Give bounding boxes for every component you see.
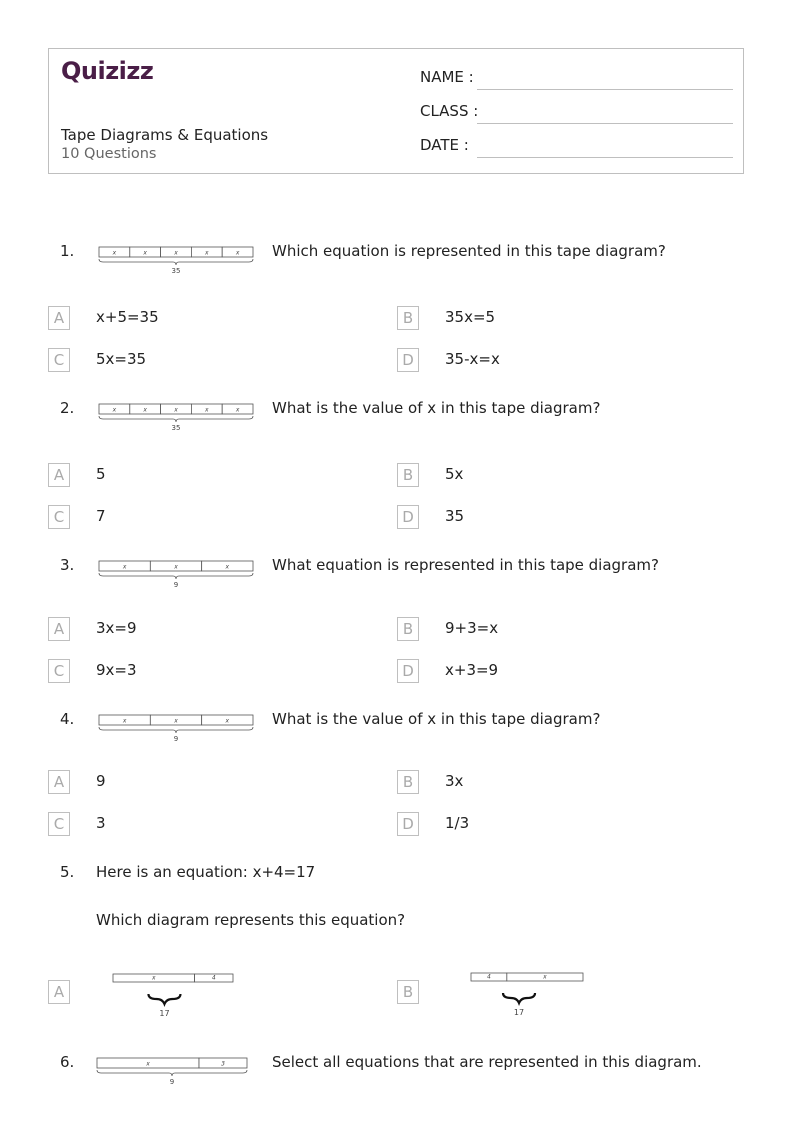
option-a-letter[interactable]: A (48, 306, 70, 330)
question-text: Here is an equation: x+4=17 (96, 863, 316, 881)
option-b-text[interactable]: 9+3=x (445, 619, 499, 637)
tape-segment-label: x (235, 249, 240, 257)
tape-segment-label: x (122, 563, 127, 571)
option-a-text[interactable]: 5 (96, 465, 106, 483)
name-label: NAME : (420, 68, 474, 86)
option-a-letter[interactable]: A (48, 980, 70, 1004)
tape-segment-label: x (174, 249, 178, 257)
option-d-text[interactable]: 35 (445, 507, 465, 525)
question-number: 3. (60, 556, 75, 574)
question-number: 2. (60, 399, 75, 417)
question-number: 1. (60, 242, 75, 260)
tape-segment-label: x (174, 563, 178, 571)
option-d-text[interactable]: 35-x=x (445, 350, 500, 368)
option-a-letter[interactable]: A (48, 463, 70, 487)
option-c-letter[interactable]: C (48, 812, 70, 836)
tape-segment-label: x (174, 717, 178, 725)
tape-brace (148, 994, 180, 1004)
tape-segment-label: 4 (487, 973, 491, 981)
tape-segment-label: x (112, 249, 117, 257)
option-c-text[interactable]: 5x=35 (96, 350, 147, 368)
option-b-text[interactable]: 5x (445, 465, 464, 483)
tape-segment-label: x (225, 717, 230, 725)
option-b-text[interactable]: 3x (445, 772, 464, 790)
option-b-letter[interactable]: B (397, 770, 419, 794)
tape-brace (503, 993, 535, 1003)
tape-bracket (99, 416, 253, 422)
option-c-letter[interactable]: C (48, 505, 70, 529)
tape-segment-label: x (122, 717, 127, 725)
quizizz-logo: Quizizz (61, 57, 154, 85)
class-label: CLASS : (420, 102, 479, 120)
tape-diagram (98, 245, 254, 283)
option-c-text[interactable]: 7 (96, 507, 106, 525)
date-label: DATE : (420, 136, 469, 154)
tape-segment-label: x (225, 563, 230, 571)
tape-segment-label: x (143, 406, 147, 414)
option-a-text[interactable]: x+5=35 (96, 308, 159, 326)
option-c-text[interactable]: 9x=3 (96, 661, 137, 679)
tape-segment-label: 3 (221, 1060, 225, 1068)
tape-bracket (99, 573, 253, 579)
option-a-text[interactable]: 3x=9 (96, 619, 137, 637)
option-b-tape-diagram[interactable] (470, 971, 584, 1025)
tape-bracket (99, 259, 253, 265)
option-d-letter[interactable]: D (397, 812, 419, 836)
tape-total-label: 9 (173, 581, 179, 589)
option-c-letter[interactable]: C (48, 348, 70, 372)
tape-diagram (98, 559, 254, 593)
name-line[interactable] (477, 89, 733, 90)
option-b-letter[interactable]: B (397, 306, 419, 330)
question-text: Select all equations that are represented in this diagram. (272, 1053, 702, 1071)
class-line[interactable] (477, 123, 733, 124)
date-line[interactable] (477, 157, 733, 158)
option-d-letter[interactable]: D (397, 659, 419, 683)
tape-bracket (97, 1070, 247, 1076)
question-number: 6. (60, 1053, 75, 1071)
question-text: What is the value of x in this tape diagram? (272, 399, 601, 417)
tape-segment-label: x (205, 249, 209, 257)
question-number: 5. (60, 863, 75, 881)
tape-segment-label: x (152, 974, 156, 982)
tape-segment-label: x (112, 406, 117, 414)
option-c-text[interactable]: 3 (96, 814, 106, 832)
tape-segment-label: x (205, 406, 209, 414)
tape-bracket (99, 727, 253, 733)
option-a-text[interactable]: 9 (96, 772, 106, 790)
option-a-letter[interactable]: A (48, 617, 70, 641)
option-a-tape-diagram[interactable] (112, 972, 234, 1024)
tape-segment-label: x (235, 406, 240, 414)
tape-total-label: 35 (171, 424, 181, 432)
question-number: 4. (60, 710, 75, 728)
option-b-text[interactable]: 35x=5 (445, 308, 496, 326)
tape-segment-label: x (543, 973, 547, 981)
tape-total-label: 17 (513, 1008, 525, 1017)
question-text: What equation is represented in this tape diagram? (272, 556, 659, 574)
question-count: 10 Questions (61, 146, 157, 162)
tape-segment-label: x (143, 249, 147, 257)
option-c-letter[interactable]: C (48, 659, 70, 683)
option-d-letter[interactable]: D (397, 348, 419, 372)
tape-segment-label: x (174, 406, 178, 414)
question-text: Which equation is represented in this tape diagram? (272, 242, 666, 260)
tape-segment-label: 4 (211, 974, 216, 982)
option-b-letter[interactable]: B (397, 617, 419, 641)
option-d-text[interactable]: x+3=9 (445, 661, 499, 679)
question-text: What is the value of x in this tape diagram? (272, 710, 601, 728)
option-d-text[interactable]: 1/3 (445, 814, 470, 832)
tape-total-label: 9 (173, 735, 179, 743)
tape-total-label: 17 (159, 1009, 170, 1018)
option-a-letter[interactable]: A (48, 770, 70, 794)
tape-diagram (98, 713, 254, 747)
worksheet-title: Tape Diagrams & Equations (61, 126, 269, 144)
tape-diagram (98, 402, 254, 440)
tape-total-label: 35 (171, 267, 181, 275)
tape-total-label: 9 (169, 1078, 175, 1086)
question-subtext: Which diagram represents this equation? (96, 911, 406, 929)
tape-segment-label: x (146, 1060, 150, 1068)
option-b-letter[interactable]: B (397, 980, 419, 1004)
option-d-letter[interactable]: D (397, 505, 419, 529)
tape-diagram (96, 1056, 248, 1092)
option-b-letter[interactable]: B (397, 463, 419, 487)
worksheet-header (48, 48, 744, 174)
